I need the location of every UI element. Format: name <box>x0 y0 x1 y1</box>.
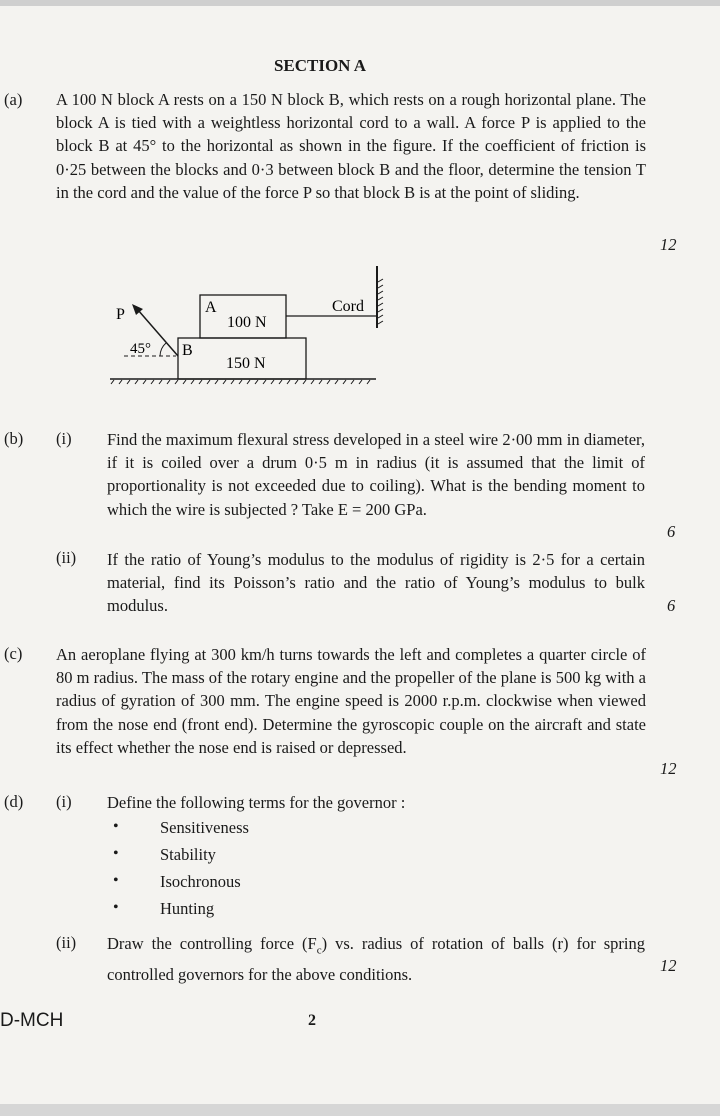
question-a-text: A 100 N block A rests on a 150 N block B, which rests on a rough horizontal plane. The block A is tied with a weightless horizontal cord to a wall. A force P is applied to the block B at 45° to the horizontal as shown in the figure. If the coefficient of friction is 0·25 between the blocks and 0·3 between block B and the floor, determine the tension T in the cord and the value of the force P so that block B is at the point of sliding. <box>56 90 646 202</box>
angle-arc <box>160 343 166 356</box>
question-a-label: (a) <box>4 90 23 109</box>
bullet-dot: • <box>113 818 119 835</box>
question-b-i-text: Find the maximum flexural stress developed in a steel wire 2·00 mm in diameter, if it is coiled over a drum 0·5 m in radius (it is assumed that the limit of proportionality is not exceeded due to coiling). What is the bending moment to which the wire is subjected ? Take E = 200 GPa. <box>107 430 645 519</box>
question-d-i-text: Define the following terms for the governor : <box>107 793 406 812</box>
question-d-marks: 12 <box>660 956 677 975</box>
question-d-ii-subscript: c <box>316 944 322 957</box>
question-b-ii-marks: 6 <box>667 596 676 615</box>
question-a-marks: 12 <box>660 235 677 254</box>
question-d-ii-label: (ii) <box>56 933 77 952</box>
block-b-weight: 150 N <box>226 355 266 372</box>
question-b-i-label: (i) <box>56 429 72 448</box>
question-b-i-marks: 6 <box>667 522 676 541</box>
question-d-ii-text-end: ) vs. radius of rotation of balls (r) for spring controlled governors for the above conditions. <box>107 934 645 984</box>
bullet-item: Sensitiveness <box>160 818 249 837</box>
bullet-dot: • <box>113 845 119 862</box>
bullet-dot: • <box>113 872 119 889</box>
bullet-dot: • <box>113 899 119 916</box>
block-a-label: A <box>205 299 217 316</box>
wall-hatch <box>378 279 383 324</box>
force-p-label: P <box>116 306 125 323</box>
bullet-item: Hunting <box>160 899 215 918</box>
cord-label: Cord <box>332 298 364 315</box>
bullet-item: Stability <box>160 845 216 864</box>
question-c-text: An aeroplane flying at 300 km/h turns towards the left and completes a quarter circle of 80 m radius. The mass of the rotary engine and the propeller of the plane is 500 kg with a radius of gyration of 300 mm. The engine speed is 2000 r.p.m. clockwise when viewed from the nose end (front end). Determine the gyroscopic couple on the aircraft and state its effect whether the nose end is raised or depressed. <box>56 645 646 757</box>
bottom-edge <box>0 1104 720 1116</box>
question-b-ii-label: (ii) <box>56 548 77 567</box>
question-b-ii-text: If the ratio of Young’s modulus to the modulus of rigidity is 2·5 for a certain material, find its Poisson’s ratio and the ratio of Young’s modulus to bulk modulus. <box>107 550 645 616</box>
block-a-weight: 100 N <box>227 314 267 331</box>
question-d-ii-text <box>107 932 645 986</box>
top-edge <box>0 0 720 6</box>
friction-figure <box>104 262 404 392</box>
page-number: 2 <box>308 1012 316 1029</box>
section-title: SECTION A <box>273 56 367 75</box>
paper-code: D-MCH <box>0 1010 64 1031</box>
ground-hatch <box>111 380 370 384</box>
question-d-i-label: (i) <box>56 792 72 811</box>
question-c-marks: 12 <box>660 759 677 778</box>
question-d-label: (d) <box>4 792 24 811</box>
question-c-label: (c) <box>4 644 23 663</box>
block-b-label: B <box>182 342 193 359</box>
question-b-label: (b) <box>4 429 24 448</box>
angle-label: 45° <box>130 341 151 357</box>
question-d-ii-text-start: Draw the controlling force (F <box>107 934 317 953</box>
bullet-item: Isochronous <box>160 872 241 891</box>
